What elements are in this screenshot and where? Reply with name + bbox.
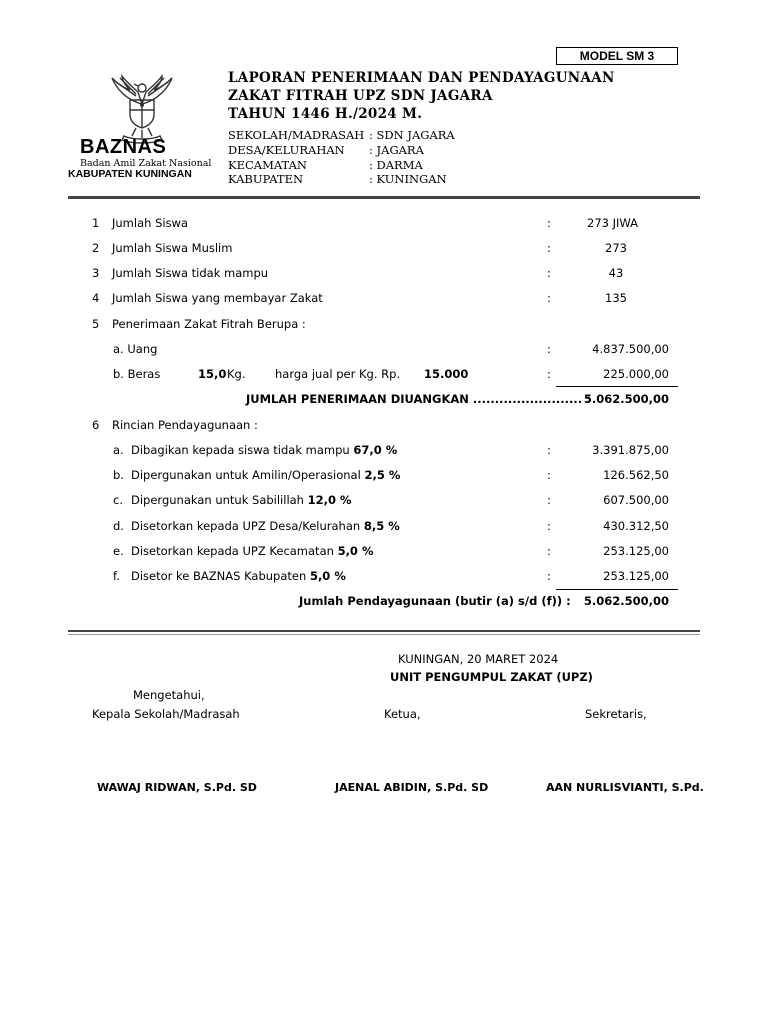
distribution-row-label <box>131 443 397 457</box>
distribution-row-letter: e. <box>113 544 124 558</box>
receipt-uang-label: a. Uang <box>113 342 158 356</box>
info-value-desa: : JAGARA <box>369 143 424 157</box>
item-colon: : <box>547 519 551 533</box>
report-title-line2: ZAKAT FITRAH UPZ SDN JAGARA <box>228 88 493 104</box>
distribution-row-value: 3.391.875,00 <box>592 443 669 457</box>
item-colon: : <box>547 216 551 230</box>
distribution-total-value: 5.062.500,00 <box>583 594 669 608</box>
receipt-total-value: 5.062.500,00 <box>583 392 669 406</box>
distribution-row-percent: 8,5 % <box>363 519 400 533</box>
receipt-beras-label: b. Beras <box>113 367 161 381</box>
distribution-row-letter: a. <box>113 443 124 457</box>
item-label: Jumlah Siswa <box>112 216 189 230</box>
logo-subtitle: Badan Amil Zakat Nasional <box>80 158 212 169</box>
receipt-uang-value: 4.837.500,00 <box>592 342 669 356</box>
distribution-heading: Rincian Pendayagunaan : <box>112 418 258 432</box>
item-colon: : <box>547 291 551 305</box>
item-number: 3 <box>92 266 100 280</box>
ketua-name: JAENAL ABIDIN, S.Pd. SD <box>335 781 489 794</box>
logo-name: BAZNAS <box>80 136 167 158</box>
garuda-emblem-icon <box>66 74 218 144</box>
report-title-line1: LAPORAN PENERIMAAN DAN PENDAYAGUNAAN <box>228 70 615 86</box>
distribution-row-value: 253.125,00 <box>603 544 669 558</box>
distribution-row-letter: d. <box>113 519 124 533</box>
item-colon: : <box>547 493 551 507</box>
item-label: Penerimaan Zakat Fitrah Berupa : <box>112 317 306 331</box>
item-colon: : <box>547 367 551 381</box>
item-colon: : <box>547 569 551 583</box>
logo-region: KABUPATEN KUNINGAN <box>68 168 192 180</box>
distribution-row-percent: 2,5 % <box>364 468 401 482</box>
distribution-row-text: Disetorkan kepada UPZ Kecamatan <box>131 544 338 558</box>
header-divider <box>68 196 700 199</box>
distribution-row-percent: 5,0 % <box>309 569 346 583</box>
distribution-row-text: Disetor ke BAZNAS Kabupaten <box>131 569 310 583</box>
item-colon: : <box>547 266 551 280</box>
sekretaris-name: AAN NURLISVIANTI, S.Pd. <box>546 781 704 794</box>
distribution-row-letter: b. <box>113 468 124 482</box>
distribution-row-label <box>131 468 400 482</box>
model-label: MODEL SM 3 <box>556 47 678 65</box>
item-colon: : <box>547 241 551 255</box>
item-value: 135 <box>605 291 627 305</box>
item-number: 1 <box>92 216 100 230</box>
place-date: KUNINGAN, 20 MARET 2024 <box>398 652 559 666</box>
distribution-row-value: 430.312,50 <box>603 519 669 533</box>
item-value: 273 <box>605 241 627 255</box>
item-value: 43 <box>608 266 624 280</box>
distribution-row-value: 253.125,00 <box>603 569 669 583</box>
distribution-row-percent: 67,0 % <box>353 443 398 457</box>
ketua-title: Ketua, <box>384 707 421 721</box>
distribution-row-value: 126.562,50 <box>603 468 669 482</box>
kepala-title: Kepala Sekolah/Madrasah <box>92 707 240 721</box>
sekretaris-title: Sekretaris, <box>585 707 647 721</box>
footer-divider-thin <box>68 634 700 635</box>
distribution-row-label <box>131 493 352 507</box>
distribution-row-percent: 12,0 % <box>307 493 352 507</box>
distribution-row-letter: f. <box>113 569 120 583</box>
kepala-name: WAWAJ RIDWAN, S.Pd. SD <box>97 781 257 794</box>
distribution-row-percent: 5,0 % <box>337 544 374 558</box>
distribution-row-text: Dipergunakan untuk Sabilillah <box>131 493 308 507</box>
distribution-row-letter: c. <box>113 493 123 507</box>
distribution-total-rule <box>556 589 678 590</box>
receipt-total-label: JUMLAH PENERIMAAN DIUANGKAN ......................... : <box>246 392 591 406</box>
info-value-sekolah: : SDN JAGARA <box>369 128 455 142</box>
item-number: 6 <box>92 418 100 432</box>
info-label-sekolah: SEKOLAH/MADRASAH <box>228 128 365 142</box>
item-colon: : <box>547 443 551 457</box>
distribution-total-label: Jumlah Pendayagunaan (butir (a) s/d (f)) : <box>299 594 571 608</box>
item-number: 5 <box>92 317 100 331</box>
info-label-kecamatan: KECAMATAN <box>228 158 307 172</box>
item-label: Jumlah Siswa tidak mampu <box>112 266 269 280</box>
item-label: Jumlah Siswa yang membayar Zakat <box>112 291 323 305</box>
item-colon: : <box>547 544 551 558</box>
distribution-row-text: Dibagikan kepada siswa tidak mampu <box>131 443 354 457</box>
subtotal-rule <box>556 386 678 387</box>
item-label: Jumlah Siswa Muslim <box>112 241 233 255</box>
report-title-line3: TAHUN 1446 H./2024 M. <box>228 106 423 122</box>
mengetahui-label: Mengetahui, <box>133 688 205 702</box>
footer-divider <box>68 630 700 632</box>
baznas-logo <box>66 74 218 180</box>
item-colon: : <box>547 342 551 356</box>
info-value-kecamatan: : DARMA <box>369 158 423 172</box>
upz-unit: UNIT PENGUMPUL ZAKAT (UPZ) <box>390 670 593 684</box>
distribution-row-label <box>131 544 373 558</box>
distribution-row-text: Disetorkan kepada UPZ Desa/Kelurahan <box>131 519 364 533</box>
receipt-beras-unit: Kg. <box>227 367 246 381</box>
distribution-row-text: Dipergunakan untuk Amilin/Operasional <box>131 468 365 482</box>
receipt-beras-price-label: harga jual per Kg. Rp. <box>275 367 401 381</box>
item-number: 2 <box>92 241 100 255</box>
distribution-row-label <box>131 569 346 583</box>
info-value-kabupaten: : KUNINGAN <box>369 172 447 186</box>
item-value: 273 JIWA <box>587 216 638 230</box>
receipt-beras-value: 225.000,00 <box>603 367 669 381</box>
receipt-beras-qty: 15,0 <box>198 367 227 381</box>
item-colon: : <box>547 468 551 482</box>
item-number: 4 <box>92 291 100 305</box>
info-label-desa: DESA/KELURAHAN <box>228 143 345 157</box>
info-label-kabupaten: KABUPATEN <box>228 172 304 186</box>
receipt-beras-price: 15.000 <box>424 367 469 381</box>
distribution-row-value: 607.500,00 <box>603 493 669 507</box>
distribution-row-label <box>131 519 400 533</box>
